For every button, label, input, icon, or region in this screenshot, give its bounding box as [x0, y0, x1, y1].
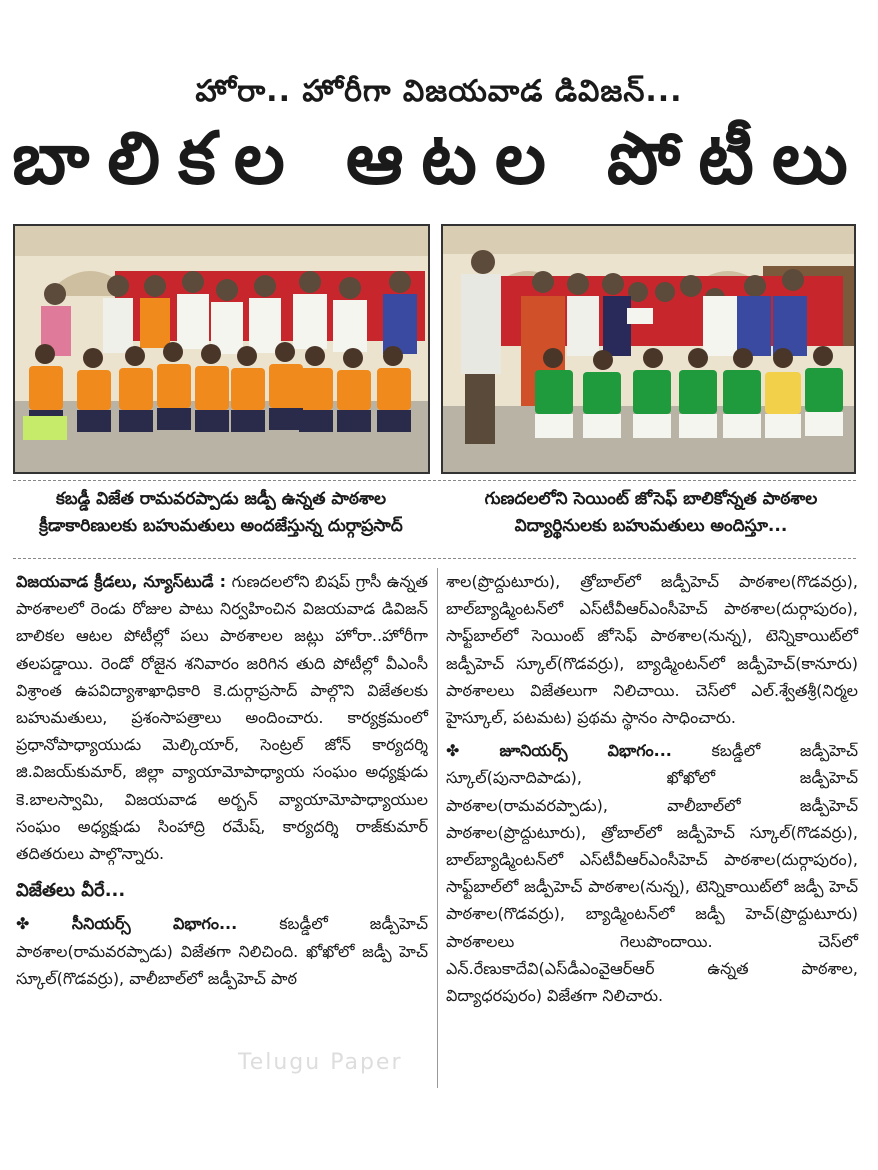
senior-text-continued: శాల(ప్రొద్దుటూరు), త్రోబాల్‌లో జడ్పీహెచ్ పాఠశాల(గొడవర్రు), బాల్‌బ్యాడ్మింటన్‌లో ఎస్‌టీవీఆర్‌ఎంసీహెచ్ పాఠశాల(దుర్గాపురం), సాఫ్ట్‌బాల్‌లో సెయింట్ జోసెఫ్ పాఠశాల(నున్న), టెన్నికాయిట్‌లో జడ్పీహెచ్ స్కూల్(గొడవర్రు), బ్యాడ్మింటన్‌లో జడ్పీహెచ్(కానూరు) పాఠశాలలు విజేతలుగా నిలిచాయి. చెస్‌లో ఎల్.శ్వేతశ్రీ(నిర్మల హైస్కూల్, పటమట) ప్రథమ స్థానం సాధించారు. — [446, 572, 858, 728]
photo-caption-left: కబడ్డీ విజేత రామవరప్పాడు జడ్పీ ఉన్నత పాఠశాల క్రీడాకారిణులకు బహుమతులు అందజేస్తున్న దుర్గాప్రసాద్ — [39, 489, 403, 536]
winners-heading: విజేతలు వీరే... — [16, 880, 126, 902]
article-headline: బాలికల ఆటల పోటీలు — [12, 116, 866, 200]
caption-rule-bottom — [13, 558, 856, 559]
photo-caption-right: గుణదలలోని సెయింట్ జోసెఫ్ బాలికోన్నత పాఠశాల విద్యార్థినులకు బహుమతులు అందిస్తూ... — [484, 489, 818, 536]
article-dateline: విజయవాడ క్రీడలు, న్యూస్‌టుడే : — [16, 572, 227, 591]
article-column-right — [446, 568, 858, 1011]
article-lead-text: గుణదలలోని బిషప్ గ్రాసీ ఉన్నత పాఠశాలలో రెండు రోజుల పాటు నిర్వహించిన విజయవాడ డివిజన్ బాలికల ఆటల పోటీల్లో పలు పాఠశాలల జట్లు హోరా..హోరీగా తలపడ్డాయి. రెండో రోజైన శనివారం జరిగిన తుది పోటీల్లో వీఎంసీ విశ్రాంత ఉపవిద్యాశాఖాధికారి కె.దుర్గాప్రసాద్ పాల్గొని విజేతలకు బహుమతులు, ప్రశంసాపత్రాలు అందించారు. కార్యక్రమంలో ప్రధానోపాధ్యాయుడు మెల్కియార్, సెంట్రల్ జోన్ కార్యదర్శి జి.విజయ్‌కుమార్, జిల్లా వ్యాయామోపాధ్యాయ సంఘం అధ్యక్షుడు కె.బాలస్వామి, విజయవాడ అర్బన్ వ్యాయామోపాధ్యాయుల సంఘం అధ్యక్షుడు సింహాద్రి రమేష్, కార్యదర్శి రాజ్‌కుమార్ తదితరులు పాల్గొన్నారు. — [16, 572, 428, 864]
article-kicker: హోరా.. హోరీగా విజయవాడ డివిజన్... — [195, 74, 683, 109]
watermark: Telugu Paper — [238, 1050, 403, 1075]
column-divider — [437, 568, 438, 1088]
caption-rule-top — [13, 480, 856, 481]
senior-text-start: కబడ్డీలో జడ్పీహెచ్ పాఠశాల(రామవరప్పాడు) విజేతగా నిలిచింది. ఖోఖోలో జడ్పీ హెచ్ స్కూల్(గొడవర్రు), వాలీబాల్‌లో జడ్పీహెచ్ పాఠ — [16, 914, 428, 988]
article-lead — [16, 568, 428, 867]
photo-kabaddi-team — [13, 224, 430, 474]
junior-section — [446, 737, 858, 1009]
senior-label: ✤ సీనియర్స్ విభాగం... — [16, 914, 238, 934]
junior-label: ✤ జూనియర్స్ విభాగం... — [446, 741, 672, 761]
junior-text: కబడ్డీలో జడ్పీహెచ్ స్కూల్(పునాదిపాడు), ఖోఖోలో జడ్పీహెచ్ పాఠశాల(రామవరప్పాడు), వాలీబాల్‌లో జడ్పీహెచ్ పాఠశాల(ప్రొద్దుటూరు), త్రోబాల్‌లో జడ్పీహెచ్ స్కూల్(గొడవర్రు), బాల్‌బ్యాడ్మింటన్‌లో ఎస్‌టీవీఆర్‌ఎంసీహెచ్ పాఠశాల(దుర్గాపురం), సాఫ్ట్‌బాల్‌లో జడ్పీహెచ్ పాఠశాల(నున్న), టెన్నికాయిట్‌లో జడ్పీ హెచ్ పాఠశాల(గొడవర్రు), బ్యాడ్మింటన్‌లో జడ్పీ హెచ్(ప్రొద్దుటూరు) పాఠశాలలు గెలుపొందాయి. చెస్‌లో ఎన్.రేణుకాదేవి(ఎస్‌డీఎంవైఆర్‌ఆర్ ఉన్నత పాఠశాల, విద్యాధరపురం) విజేతగా నిలిచారు. — [446, 741, 859, 1006]
photo-prize-distribution — [441, 224, 856, 474]
senior-section — [16, 910, 428, 992]
article-column-left — [16, 568, 428, 994]
